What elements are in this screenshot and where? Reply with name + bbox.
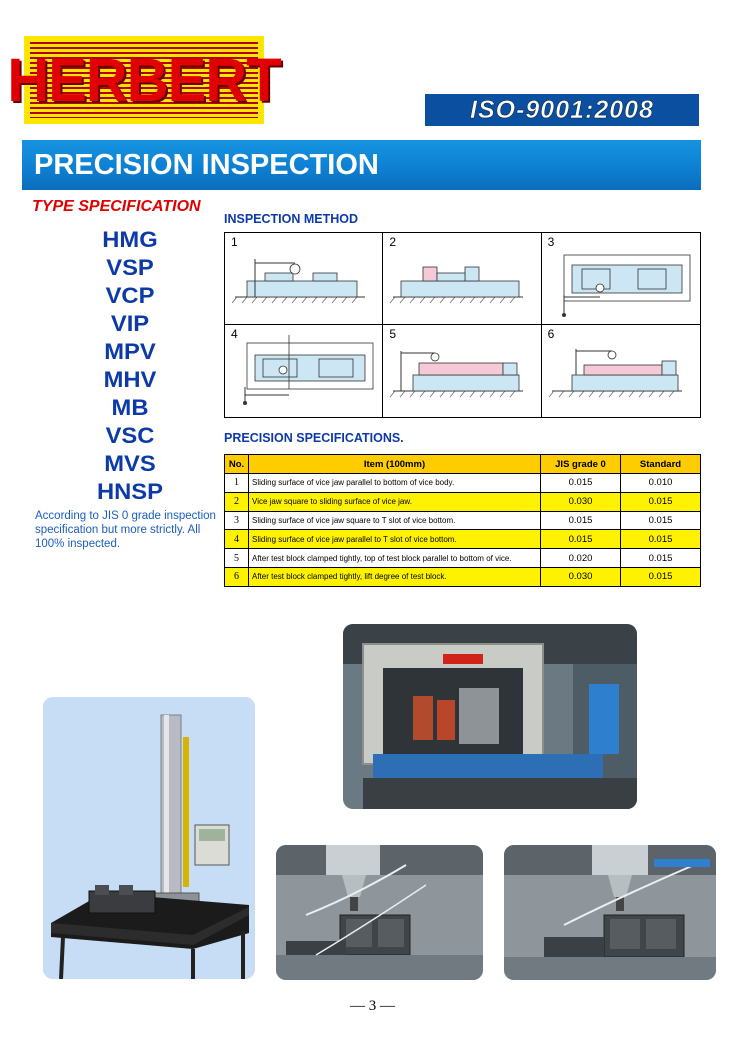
- table-header-row: [225, 455, 701, 474]
- table-row: [225, 474, 701, 493]
- page-title: PRECISION INSPECTION: [34, 149, 379, 181]
- row-jis: 0.030: [541, 567, 621, 586]
- row-standard: 0.015: [621, 511, 701, 530]
- column-header: Standard: [621, 455, 701, 474]
- row-jis: 0.030: [541, 492, 621, 511]
- iso-badge: [425, 94, 699, 126]
- milling-illustration-2: [504, 845, 716, 980]
- milling-photo-1: [276, 845, 483, 980]
- table-row: [225, 549, 701, 568]
- row-item: Sliding surface of vice jaw parallel to bottom of vice body.: [249, 474, 541, 493]
- precision-table: [224, 454, 701, 587]
- row-jis: 0.015: [541, 474, 621, 493]
- row-standard: 0.015: [621, 492, 701, 511]
- row-jis: 0.020: [541, 549, 621, 568]
- inspection-cell: [225, 325, 383, 417]
- brand-logo: [7, 36, 281, 124]
- row-item: Sliding surface of vice jaw square to T slot of vice bottom.: [249, 511, 541, 530]
- cell-number: 2: [389, 235, 397, 249]
- height-gauge-photo: [43, 697, 255, 979]
- model-list: [60, 226, 200, 506]
- cell-number: 6: [547, 327, 555, 341]
- cell-number: 1: [231, 235, 238, 249]
- table-row: [225, 492, 701, 511]
- milling-illustration-1: [276, 845, 483, 980]
- model-item: MB: [111, 395, 149, 420]
- model-item: HNSP: [96, 479, 164, 504]
- inspection-cell: [542, 325, 700, 417]
- inspection-cell: [225, 233, 383, 325]
- inspection-cell: [383, 325, 541, 417]
- cell-number: 5: [389, 327, 397, 341]
- title-banner: [22, 140, 701, 190]
- model-item: VIP: [110, 311, 150, 336]
- model-item: VCP: [105, 283, 155, 308]
- model-item: MVS: [104, 451, 156, 476]
- precision-heading: PRECISION SPECIFICATIONS.: [224, 431, 404, 445]
- row-standard: 0.015: [621, 549, 701, 568]
- cell-number: 3: [547, 235, 555, 249]
- inspection-cell: [542, 233, 700, 325]
- row-number: 1: [225, 474, 249, 493]
- column-header: JIS grade 0: [541, 455, 621, 474]
- row-item: Vice jaw square to sliding surface of vice jaw.: [249, 492, 541, 511]
- inspection-diagram-3: [542, 233, 700, 325]
- inspection-diagram-6: [542, 325, 700, 417]
- inspection-diagram-4: [225, 325, 383, 417]
- row-item: Sliding surface of vice jaw parallel to T slot of vice bottom.: [249, 530, 541, 549]
- model-item: VSC: [105, 423, 155, 448]
- table-row: [225, 567, 701, 586]
- row-number: 6: [225, 567, 249, 586]
- inspection-grid: [224, 232, 701, 418]
- row-jis: 0.015: [541, 530, 621, 549]
- table-row: [225, 530, 701, 549]
- logo-text: HERBERT: [7, 45, 281, 115]
- column-header: No.: [225, 455, 249, 474]
- inspection-cell: [383, 233, 541, 325]
- iso-text: ISO-9001:2008: [470, 95, 654, 124]
- milling-photo-2: [504, 845, 716, 980]
- inspection-diagram-2: [383, 233, 541, 325]
- row-standard: 0.015: [621, 530, 701, 549]
- table-row: [225, 511, 701, 530]
- row-standard: 0.010: [621, 474, 701, 493]
- inspection-heading: INSPECTION METHOD: [224, 212, 359, 226]
- row-number: 4: [225, 530, 249, 549]
- inspection-diagram-5: [383, 325, 541, 417]
- row-number: 3: [225, 511, 249, 530]
- height-gauge-illustration: [43, 697, 255, 979]
- model-item: HMG: [102, 227, 158, 252]
- row-item: After test block clamped tightly, top of test block parallel to bottom of vice.: [249, 549, 541, 568]
- row-standard: 0.015: [621, 567, 701, 586]
- row-jis: 0.015: [541, 511, 621, 530]
- column-header: Item (100mm): [249, 455, 541, 474]
- row-number: 5: [225, 549, 249, 568]
- model-item: MHV: [103, 367, 157, 392]
- model-item: MPV: [104, 339, 156, 364]
- type-spec-note: According to JIS 0 grade inspection specification but more strictly. All 100% inspected.: [35, 510, 216, 550]
- machining-center-photo: [343, 624, 637, 809]
- type-spec-heading: TYPE SPECIFICATION: [32, 198, 201, 215]
- page-number: — 3 —: [350, 998, 395, 1014]
- factory-illustration: [343, 624, 637, 809]
- cell-number: 4: [231, 327, 238, 341]
- row-item: After test block clamped tightly, lift degree of test block.: [249, 567, 541, 586]
- inspection-diagram-1: [225, 233, 383, 325]
- model-item: VSP: [106, 255, 154, 280]
- row-number: 2: [225, 492, 249, 511]
